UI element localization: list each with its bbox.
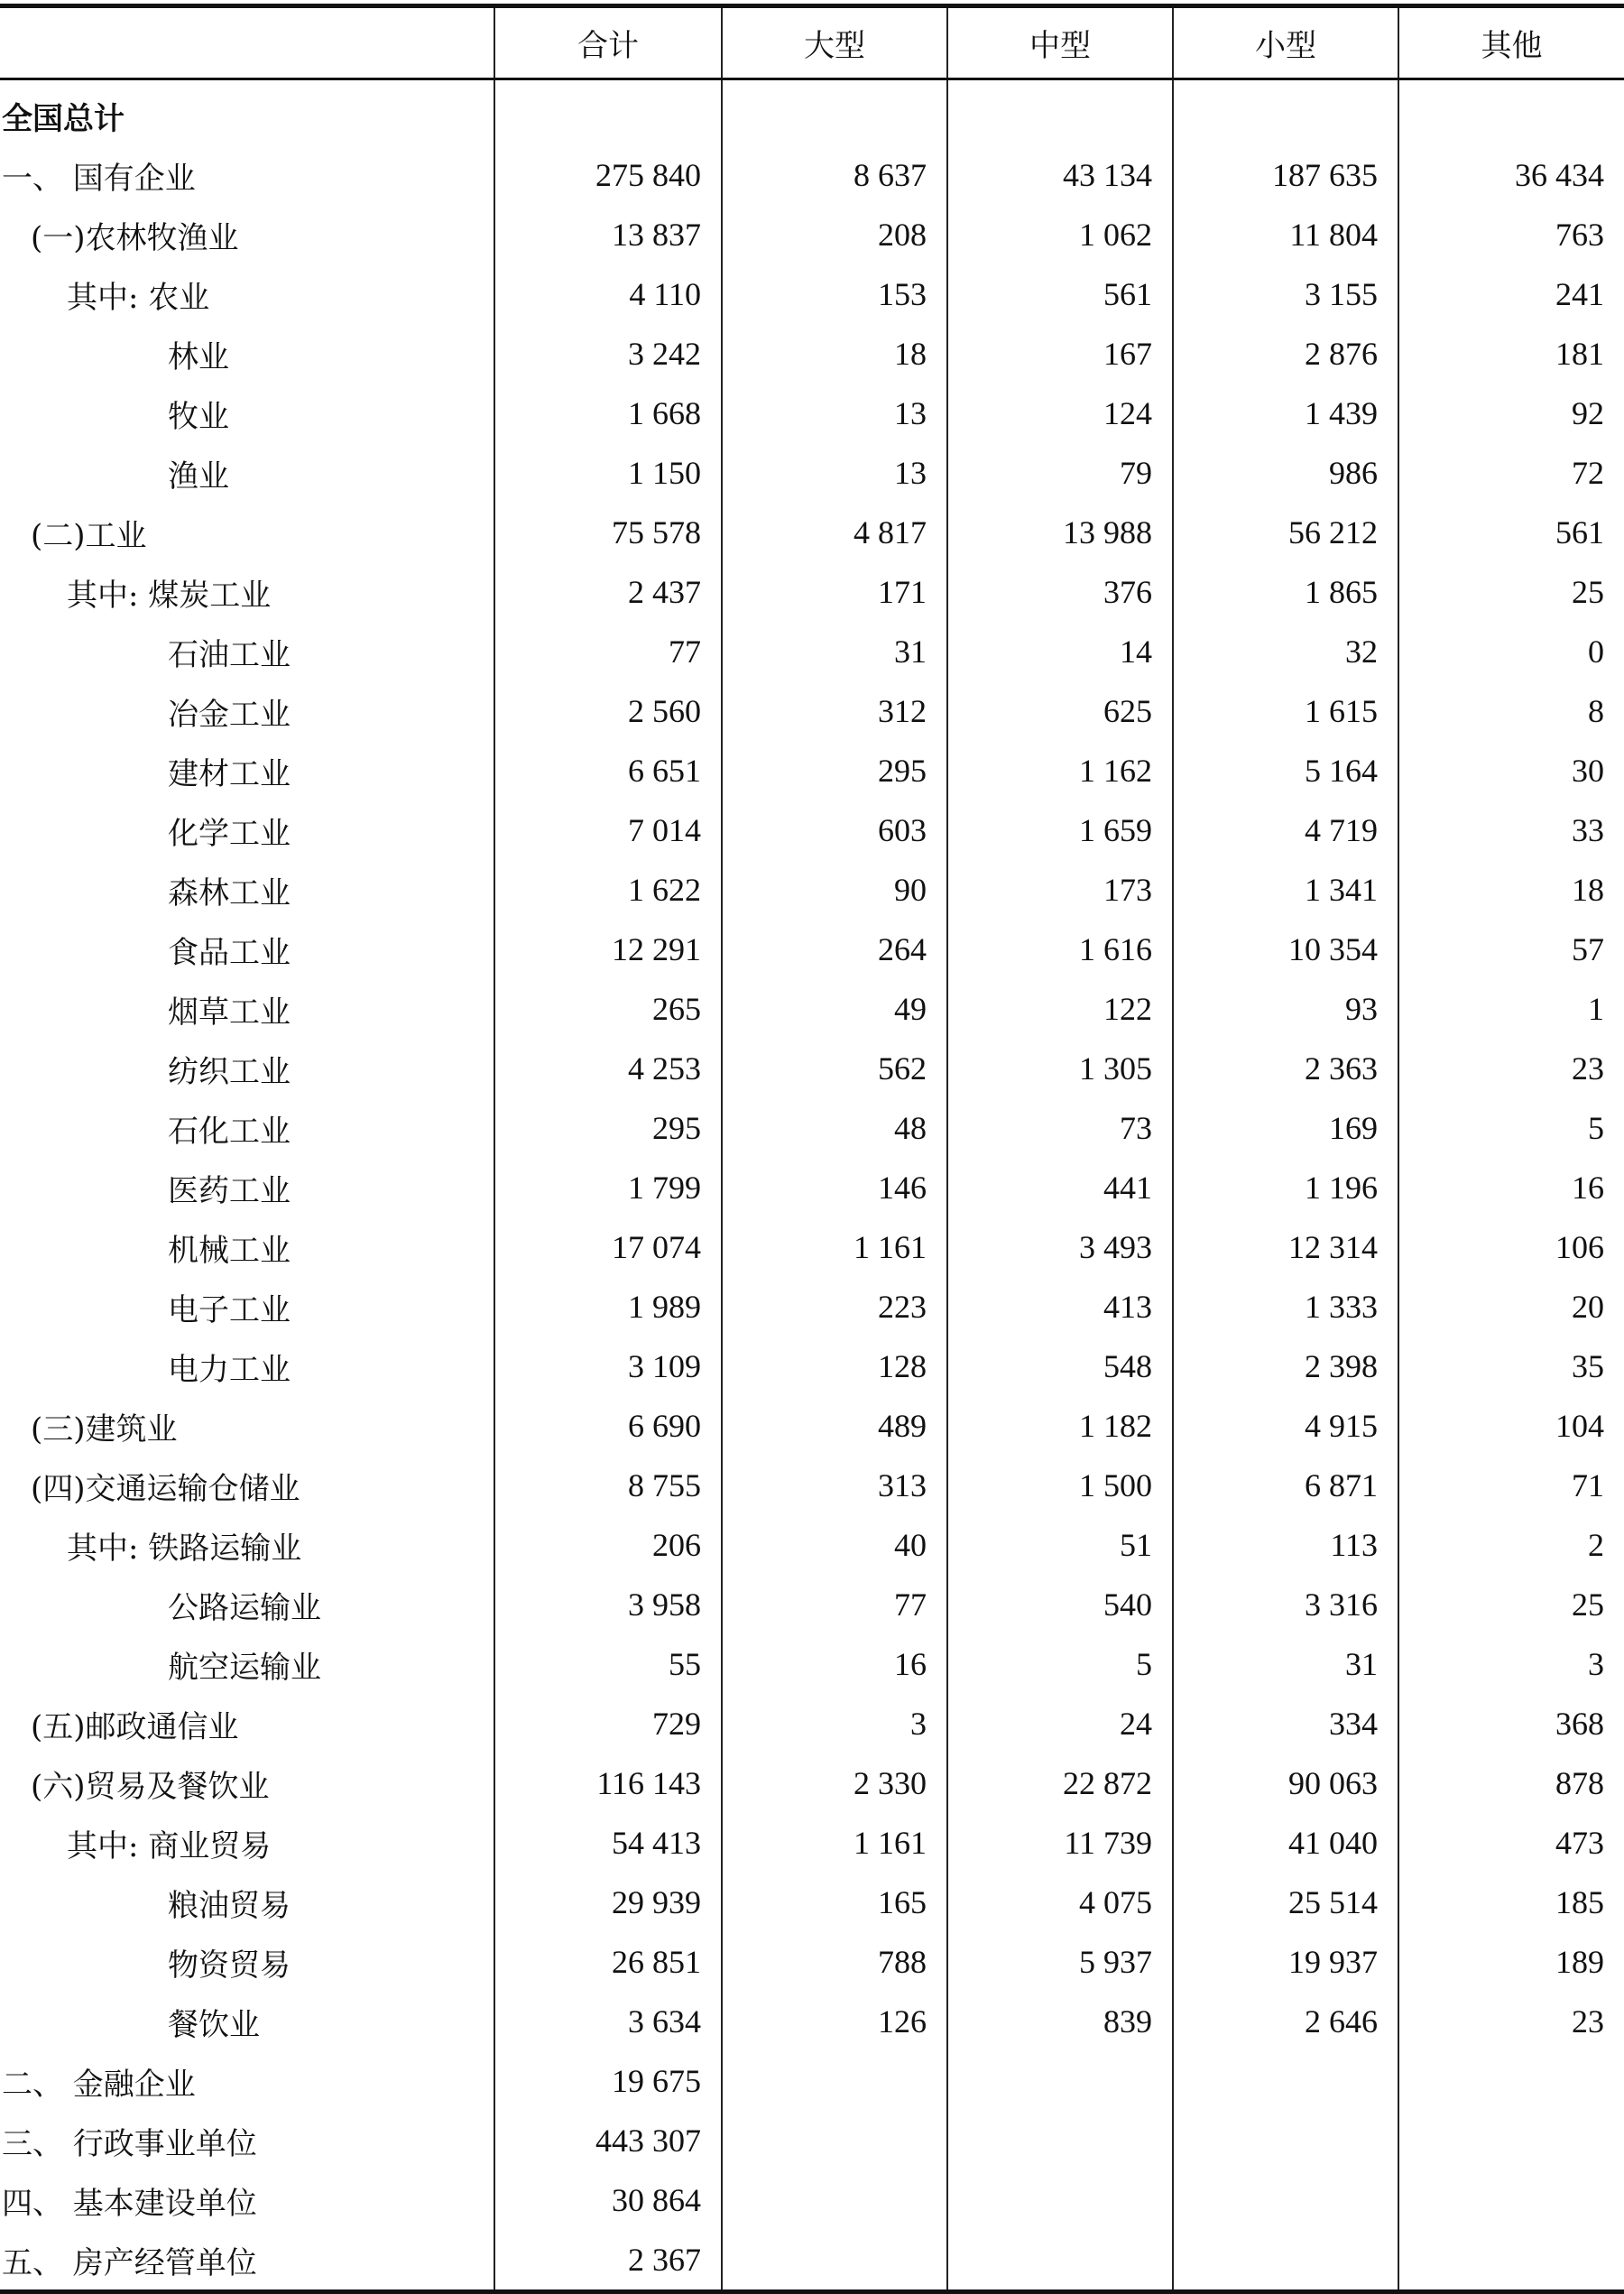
cell-small: 187 635: [1173, 145, 1398, 205]
cell-total: 116 143: [494, 1753, 722, 1813]
cell-large: 77: [722, 1575, 947, 1634]
cell-large: 165: [722, 1873, 947, 1932]
cell-total: 3 242: [494, 324, 722, 384]
cell-large: 48: [722, 1098, 947, 1158]
cell-other: 25: [1398, 1575, 1624, 1634]
cell-medium: [947, 2230, 1173, 2292]
cell-large: 128: [722, 1337, 947, 1396]
cell-small: [1173, 79, 1398, 146]
cell-large: 1 161: [722, 1813, 947, 1873]
row-label: (二)工业: [31, 517, 147, 554]
cell-medium: 51: [947, 1515, 1173, 1575]
cell-other: [1398, 2170, 1624, 2230]
cell-total: 3 958: [494, 1575, 722, 1634]
cell-small: 2 363: [1173, 1039, 1398, 1098]
cell-total: 8 755: [494, 1456, 722, 1515]
cell-total: 13 837: [494, 205, 722, 264]
cell-large: 4 817: [722, 503, 947, 562]
cell-other: 0: [1398, 622, 1624, 681]
cell-small: 90 063: [1173, 1753, 1398, 1813]
cell-large: 603: [722, 800, 947, 860]
cell-small: 3 316: [1173, 1575, 1398, 1634]
cell-total: 265: [494, 979, 722, 1039]
cell-small: 32: [1173, 622, 1398, 681]
cell-other: 473: [1398, 1813, 1624, 1873]
cell-medium: 839: [947, 1992, 1173, 2051]
cell-total: 2 437: [494, 562, 722, 622]
cell-small: 1 333: [1173, 1277, 1398, 1337]
table-row: [0, 503, 1624, 562]
row-label: 电子工业: [168, 1291, 291, 1328]
row-label: 其中: 铁路运输业: [67, 1530, 302, 1567]
cell-total: 6 651: [494, 741, 722, 800]
cell-medium: 1 062: [947, 205, 1173, 264]
cell-medium: 1 162: [947, 741, 1173, 800]
cell-total: 443 307: [494, 2111, 722, 2170]
cell-small: 56 212: [1173, 503, 1398, 562]
cell-small: 93: [1173, 979, 1398, 1039]
table-row: [0, 1575, 1624, 1634]
cell-large: 264: [722, 920, 947, 979]
row-label: 建材工业: [168, 755, 291, 792]
cell-other: 72: [1398, 443, 1624, 503]
cell-medium: 1 305: [947, 1039, 1173, 1098]
cell-medium: 173: [947, 860, 1173, 920]
table-row: [0, 324, 1624, 384]
cell-small: [1173, 2170, 1398, 2230]
cell-total: 2 560: [494, 681, 722, 741]
table-row: [0, 622, 1624, 681]
cell-medium: 5: [947, 1634, 1173, 1694]
row-label: 其中: 商业贸易: [67, 1827, 272, 1864]
row-label: 机械工业: [168, 1232, 291, 1269]
table-row: [0, 1158, 1624, 1217]
cell-total: 26 851: [494, 1932, 722, 1992]
table-row: [0, 2051, 1624, 2111]
row-label: 粮油贸易: [168, 1887, 291, 1924]
cell-total: 3 634: [494, 1992, 722, 2051]
cell-total: [494, 79, 722, 146]
cell-other: 33: [1398, 800, 1624, 860]
row-label: 二、 金融企业: [2, 2066, 196, 2103]
cell-small: 113: [1173, 1515, 1398, 1575]
cell-total: 1 150: [494, 443, 722, 503]
header-medium: 中型: [947, 6, 1173, 79]
cell-medium: 79: [947, 443, 1173, 503]
cell-other: 368: [1398, 1694, 1624, 1753]
cell-medium: [947, 79, 1173, 146]
row-label: 森林工业: [168, 874, 291, 911]
cell-large: 223: [722, 1277, 947, 1337]
header-small: 小型: [1173, 6, 1398, 79]
cell-medium: 561: [947, 264, 1173, 324]
header-total: 合计: [494, 6, 722, 79]
cell-other: 189: [1398, 1932, 1624, 1992]
cell-small: 4 915: [1173, 1396, 1398, 1456]
row-label: (五)邮政通信业: [31, 1708, 239, 1745]
cell-small: 1 341: [1173, 860, 1398, 920]
cell-large: [722, 2230, 947, 2292]
cell-medium: 413: [947, 1277, 1173, 1337]
cell-other: 35: [1398, 1337, 1624, 1396]
row-label: 石油工业: [168, 636, 291, 673]
cell-medium: 441: [947, 1158, 1173, 1217]
cell-small: 1 865: [1173, 562, 1398, 622]
cell-small: 169: [1173, 1098, 1398, 1158]
cell-other: 20: [1398, 1277, 1624, 1337]
cell-small: 19 937: [1173, 1932, 1398, 1992]
cell-other: 241: [1398, 264, 1624, 324]
cell-medium: 548: [947, 1337, 1173, 1396]
row-label: 其中: 农业: [67, 279, 210, 316]
row-label: 纺织工业: [168, 1053, 291, 1090]
cell-medium: 3 493: [947, 1217, 1173, 1277]
row-label: 三、 行政事业单位: [2, 2125, 257, 2162]
cell-small: [1173, 2111, 1398, 2170]
statistics-table: [0, 4, 1624, 2294]
cell-medium: 167: [947, 324, 1173, 384]
cell-medium: 73: [947, 1098, 1173, 1158]
cell-total: 12 291: [494, 920, 722, 979]
cell-large: 313: [722, 1456, 947, 1515]
cell-large: [722, 2051, 947, 2111]
cell-large: [722, 2111, 947, 2170]
cell-medium: 540: [947, 1575, 1173, 1634]
cell-medium: 43 134: [947, 145, 1173, 205]
cell-other: 878: [1398, 1753, 1624, 1813]
cell-large: 3: [722, 1694, 947, 1753]
table-row: [0, 1277, 1624, 1337]
cell-other: 5: [1398, 1098, 1624, 1158]
table-row: [0, 1039, 1624, 1098]
row-label: (三)建筑业: [31, 1411, 178, 1448]
cell-total: 55: [494, 1634, 722, 1694]
cell-other: [1398, 2230, 1624, 2292]
table-row: [0, 2111, 1624, 2170]
table-row: [0, 920, 1624, 979]
table-row: [0, 205, 1624, 264]
cell-medium: 11 739: [947, 1813, 1173, 1873]
cell-other: [1398, 79, 1624, 146]
row-label: 餐饮业: [168, 2006, 260, 2043]
cell-large: [722, 2170, 947, 2230]
table-row: [0, 79, 1624, 146]
cell-total: 275 840: [494, 145, 722, 205]
cell-small: 334: [1173, 1694, 1398, 1753]
cell-other: 25: [1398, 562, 1624, 622]
cell-medium: 376: [947, 562, 1173, 622]
cell-other: 106: [1398, 1217, 1624, 1277]
cell-total: 1 799: [494, 1158, 722, 1217]
table-row: [0, 979, 1624, 1039]
table-row: [0, 1456, 1624, 1515]
cell-medium: 24: [947, 1694, 1173, 1753]
cell-small: 31: [1173, 1634, 1398, 1694]
row-label: 五、 房产经管单位: [2, 2244, 257, 2281]
cell-total: 7 014: [494, 800, 722, 860]
cell-large: 153: [722, 264, 947, 324]
cell-small: 25 514: [1173, 1873, 1398, 1932]
cell-large: 126: [722, 1992, 947, 2051]
cell-total: 77: [494, 622, 722, 681]
cell-total: 729: [494, 1694, 722, 1753]
cell-small: 6 871: [1173, 1456, 1398, 1515]
table-row: [0, 384, 1624, 443]
cell-medium: 14: [947, 622, 1173, 681]
cell-small: 986: [1173, 443, 1398, 503]
row-label: 一、 国有企业: [2, 160, 196, 197]
table-row: [0, 1813, 1624, 1873]
row-label: 冶金工业: [168, 696, 291, 733]
cell-large: 312: [722, 681, 947, 741]
table-row: [0, 1217, 1624, 1277]
row-label: 电力工业: [168, 1351, 291, 1388]
cell-medium: 1 659: [947, 800, 1173, 860]
cell-other: 23: [1398, 1992, 1624, 2051]
row-label: 航空运输业: [168, 1649, 321, 1686]
header-category: [0, 6, 494, 79]
cell-small: 3 155: [1173, 264, 1398, 324]
table-row: [0, 1992, 1624, 2051]
header-large: 大型: [722, 6, 947, 79]
cell-total: 4 110: [494, 264, 722, 324]
cell-total: 17 074: [494, 1217, 722, 1277]
table-row: [0, 681, 1624, 741]
cell-other: 36 434: [1398, 145, 1624, 205]
cell-small: 4 719: [1173, 800, 1398, 860]
cell-large: 146: [722, 1158, 947, 1217]
cell-small: 1 196: [1173, 1158, 1398, 1217]
row-label: 林业: [168, 338, 229, 375]
row-label: (一)农林牧渔业: [31, 219, 239, 256]
cell-other: 30: [1398, 741, 1624, 800]
cell-small: 10 354: [1173, 920, 1398, 979]
cell-large: 13: [722, 384, 947, 443]
cell-large: 49: [722, 979, 947, 1039]
table-row: [0, 1396, 1624, 1456]
row-label: 渔业: [168, 458, 229, 495]
cell-small: 2 398: [1173, 1337, 1398, 1396]
cell-medium: 124: [947, 384, 1173, 443]
cell-small: 1 615: [1173, 681, 1398, 741]
header-other: 其他: [1398, 6, 1624, 79]
cell-large: 18: [722, 324, 947, 384]
cell-total: 30 864: [494, 2170, 722, 2230]
cell-large: 295: [722, 741, 947, 800]
cell-medium: 22 872: [947, 1753, 1173, 1813]
table-row: [0, 1337, 1624, 1396]
cell-large: 171: [722, 562, 947, 622]
cell-small: 1 439: [1173, 384, 1398, 443]
table-row: [0, 1694, 1624, 1753]
cell-medium: 625: [947, 681, 1173, 741]
cell-other: 763: [1398, 205, 1624, 264]
table-row: [0, 264, 1624, 324]
cell-total: 3 109: [494, 1337, 722, 1396]
cell-large: 788: [722, 1932, 947, 1992]
table-row: [0, 562, 1624, 622]
cell-total: 19 675: [494, 2051, 722, 2111]
table-header: [0, 6, 1624, 79]
cell-medium: 122: [947, 979, 1173, 1039]
cell-other: 2: [1398, 1515, 1624, 1575]
cell-total: 29 939: [494, 1873, 722, 1932]
cell-total: 1 989: [494, 1277, 722, 1337]
cell-large: 90: [722, 860, 947, 920]
cell-other: 3: [1398, 1634, 1624, 1694]
row-label: 石化工业: [168, 1113, 291, 1150]
row-label: 食品工业: [168, 934, 291, 971]
row-label: 公路运输业: [168, 1589, 321, 1626]
cell-other: 71: [1398, 1456, 1624, 1515]
cell-small: 2 646: [1173, 1992, 1398, 2051]
cell-large: 31: [722, 622, 947, 681]
row-label: 医药工业: [168, 1172, 291, 1209]
cell-medium: 13 988: [947, 503, 1173, 562]
cell-total: 6 690: [494, 1396, 722, 1456]
cell-medium: 1 182: [947, 1396, 1173, 1456]
cell-other: 104: [1398, 1396, 1624, 1456]
cell-large: 208: [722, 205, 947, 264]
cell-other: 57: [1398, 920, 1624, 979]
cell-other: 561: [1398, 503, 1624, 562]
table-row: [0, 443, 1624, 503]
cell-small: [1173, 2230, 1398, 2292]
header-row: [0, 6, 1624, 79]
row-label: 烟草工业: [168, 994, 291, 1031]
table-row: [0, 145, 1624, 205]
cell-small: 5 164: [1173, 741, 1398, 800]
cell-medium: [947, 2051, 1173, 2111]
cell-total: 1 668: [494, 384, 722, 443]
cell-large: [722, 79, 947, 146]
cell-small: 41 040: [1173, 1813, 1398, 1873]
table-row: [0, 1873, 1624, 1932]
cell-medium: [947, 2170, 1173, 2230]
cell-other: 8: [1398, 681, 1624, 741]
cell-large: 562: [722, 1039, 947, 1098]
cell-medium: 1 500: [947, 1456, 1173, 1515]
table-row: [0, 1932, 1624, 1992]
cell-total: 75 578: [494, 503, 722, 562]
cell-total: 2 367: [494, 2230, 722, 2292]
cell-other: 16: [1398, 1158, 1624, 1217]
cell-large: 8 637: [722, 145, 947, 205]
cell-medium: 1 616: [947, 920, 1173, 979]
cell-small: [1173, 2051, 1398, 2111]
cell-other: 1: [1398, 979, 1624, 1039]
cell-other: 23: [1398, 1039, 1624, 1098]
table-row: [0, 2230, 1624, 2292]
row-label: 牧业: [168, 398, 229, 435]
cell-total: 1 622: [494, 860, 722, 920]
cell-large: 40: [722, 1515, 947, 1575]
cell-small: 12 314: [1173, 1217, 1398, 1277]
cell-total: 4 253: [494, 1039, 722, 1098]
row-label: (四)交通运输仓储业: [31, 1470, 300, 1507]
cell-small: 11 804: [1173, 205, 1398, 264]
cell-total: 206: [494, 1515, 722, 1575]
row-label: 其中: 煤炭工业: [67, 577, 272, 614]
table-row: [0, 800, 1624, 860]
table-row: [0, 1515, 1624, 1575]
cell-other: 18: [1398, 860, 1624, 920]
table-row: [0, 1098, 1624, 1158]
table-row: [0, 860, 1624, 920]
row-label: 全国总计: [2, 100, 125, 137]
row-label: 化学工业: [168, 815, 291, 852]
table-body: [0, 79, 1624, 2292]
cell-large: 16: [722, 1634, 947, 1694]
cell-other: 92: [1398, 384, 1624, 443]
cell-medium: 5 937: [947, 1932, 1173, 1992]
cell-medium: 4 075: [947, 1873, 1173, 1932]
cell-large: 13: [722, 443, 947, 503]
row-label: 四、 基本建设单位: [2, 2185, 257, 2222]
row-label: (六)贸易及餐饮业: [31, 1768, 270, 1805]
cell-medium: [947, 2111, 1173, 2170]
table-row: [0, 741, 1624, 800]
cell-other: [1398, 2111, 1624, 2170]
row-label: 物资贸易: [168, 1947, 291, 1984]
cell-other: 185: [1398, 1873, 1624, 1932]
cell-large: 489: [722, 1396, 947, 1456]
cell-large: 1 161: [722, 1217, 947, 1277]
table-row: [0, 1753, 1624, 1813]
cell-other: 181: [1398, 324, 1624, 384]
cell-total: 54 413: [494, 1813, 722, 1873]
cell-small: 2 876: [1173, 324, 1398, 384]
cell-other: [1398, 2051, 1624, 2111]
table-row: [0, 2170, 1624, 2230]
cell-total: 295: [494, 1098, 722, 1158]
table-row: [0, 1634, 1624, 1694]
cell-large: 2 330: [722, 1753, 947, 1813]
